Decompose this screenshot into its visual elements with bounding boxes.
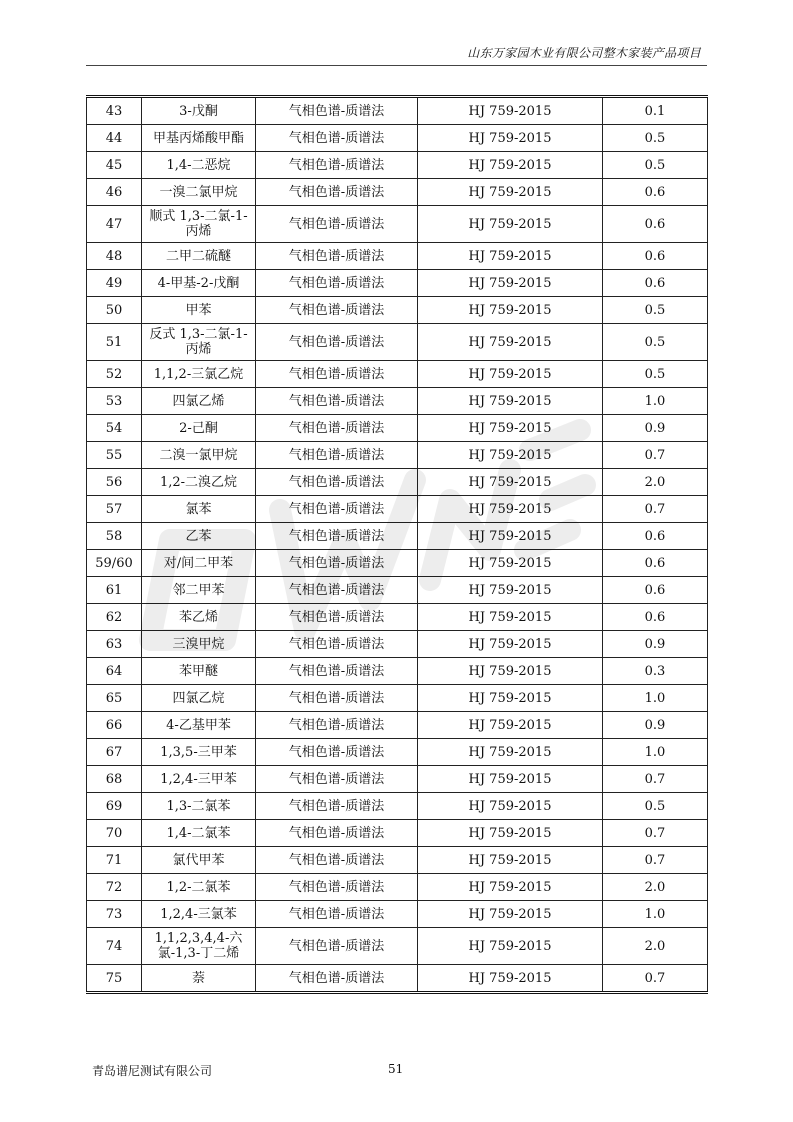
detection-limit-cell: 0.6 <box>603 604 708 631</box>
document-header-title: 山东万家园木业有限公司整木家装产品项目 <box>467 46 701 60</box>
row-number-cell: 74 <box>87 928 142 965</box>
standard-code-cell: HJ 759-2015 <box>418 388 603 415</box>
analysis-method-cell: 气相色谱-质谱法 <box>256 523 418 550</box>
table-row <box>87 550 708 577</box>
detection-limit-cell: 0.7 <box>603 820 708 847</box>
analysis-method-cell: 气相色谱-质谱法 <box>256 496 418 523</box>
compound-name-cell: 四氯乙烯 <box>142 388 256 415</box>
compound-name-cell: 二甲二硫醚 <box>142 243 256 270</box>
standard-code-cell: HJ 759-2015 <box>418 125 603 152</box>
compound-name-cell: 一溴二氯甲烷 <box>142 179 256 206</box>
row-number-cell: 53 <box>87 388 142 415</box>
standard-code-cell: HJ 759-2015 <box>418 442 603 469</box>
compound-name-cell: 1,3-二氯苯 <box>142 793 256 820</box>
compound-name-cell: 四氯乙烷 <box>142 685 256 712</box>
analysis-method-cell: 气相色谱-质谱法 <box>256 361 418 388</box>
analysis-method-cell: 气相色谱-质谱法 <box>256 97 418 125</box>
compound-name-cell: 4-甲基-2-戊酮 <box>142 270 256 297</box>
compound-name-cell: 1,2,4-三氯苯 <box>142 901 256 928</box>
table-body <box>87 97 708 993</box>
compound-name-cell: 1,2-二氯苯 <box>142 874 256 901</box>
table-row <box>87 206 708 243</box>
table-row <box>87 631 708 658</box>
row-number-cell: 61 <box>87 577 142 604</box>
table-row <box>87 97 708 125</box>
table-row <box>87 965 708 993</box>
compound-name-cell: 对/间二甲苯 <box>142 550 256 577</box>
row-number-cell: 71 <box>87 847 142 874</box>
detection-limit-cell: 2.0 <box>603 928 708 965</box>
analysis-method-cell: 气相色谱-质谱法 <box>256 469 418 496</box>
header-divider <box>86 65 707 66</box>
row-number-cell: 70 <box>87 820 142 847</box>
analysis-method-cell: 气相色谱-质谱法 <box>256 928 418 965</box>
table-row <box>87 152 708 179</box>
detection-limit-cell: 0.7 <box>603 442 708 469</box>
analysis-method-cell: 气相色谱-质谱法 <box>256 550 418 577</box>
detection-limit-cell: 2.0 <box>603 469 708 496</box>
row-number-cell: 66 <box>87 712 142 739</box>
standard-code-cell: HJ 759-2015 <box>418 604 603 631</box>
standard-code-cell: HJ 759-2015 <box>418 739 603 766</box>
analysis-method-cell: 气相色谱-质谱法 <box>256 442 418 469</box>
table-row <box>87 243 708 270</box>
detection-limit-cell: 0.6 <box>603 179 708 206</box>
table-row <box>87 793 708 820</box>
table-row <box>87 685 708 712</box>
standard-code-cell: HJ 759-2015 <box>418 965 603 993</box>
compound-name-cell: 三溴甲烷 <box>142 631 256 658</box>
table-row <box>87 739 708 766</box>
row-number-cell: 51 <box>87 324 142 361</box>
analysis-method-cell: 气相色谱-质谱法 <box>256 152 418 179</box>
analysis-method-cell: 气相色谱-质谱法 <box>256 712 418 739</box>
table-row <box>87 523 708 550</box>
standard-code-cell: HJ 759-2015 <box>418 179 603 206</box>
standard-code-cell: HJ 759-2015 <box>418 243 603 270</box>
row-number-cell: 52 <box>87 361 142 388</box>
standard-code-cell: HJ 759-2015 <box>418 685 603 712</box>
standard-code-cell: HJ 759-2015 <box>418 324 603 361</box>
table-row <box>87 847 708 874</box>
detection-limit-cell: 0.5 <box>603 125 708 152</box>
detection-limit-cell: 0.6 <box>603 550 708 577</box>
row-number-cell: 65 <box>87 685 142 712</box>
analysis-method-cell: 气相色谱-质谱法 <box>256 243 418 270</box>
compound-name-cell: 苯甲醚 <box>142 658 256 685</box>
compound-name-cell: 邻二甲苯 <box>142 577 256 604</box>
table-row <box>87 361 708 388</box>
detection-limit-cell: 0.6 <box>603 206 708 243</box>
standard-code-cell: HJ 759-2015 <box>418 820 603 847</box>
detection-limit-cell: 0.5 <box>603 361 708 388</box>
table-row <box>87 388 708 415</box>
row-number-cell: 72 <box>87 874 142 901</box>
row-number-cell: 55 <box>87 442 142 469</box>
detection-limit-cell: 0.7 <box>603 766 708 793</box>
row-number-cell: 57 <box>87 496 142 523</box>
detection-limit-cell: 0.5 <box>603 152 708 179</box>
compound-name-cell: 反式 1,3-二氯-1-丙烯 <box>142 324 256 361</box>
analysis-method-cell: 气相色谱-质谱法 <box>256 125 418 152</box>
table-row <box>87 874 708 901</box>
compound-name-cell: 1,2-二溴乙烷 <box>142 469 256 496</box>
compound-name-cell: 甲苯 <box>142 297 256 324</box>
analysis-method-cell: 气相色谱-质谱法 <box>256 685 418 712</box>
table-row <box>87 496 708 523</box>
compound-name-cell: 氯代甲苯 <box>142 847 256 874</box>
compound-name-cell: 顺式 1,3-二氯-1-丙烯 <box>142 206 256 243</box>
standard-code-cell: HJ 759-2015 <box>418 152 603 179</box>
detection-limit-cell: 0.3 <box>603 658 708 685</box>
analysis-method-cell: 气相色谱-质谱法 <box>256 793 418 820</box>
standard-code-cell: HJ 759-2015 <box>418 631 603 658</box>
table-row <box>87 297 708 324</box>
compound-name-cell: 1,3,5-三甲苯 <box>142 739 256 766</box>
standard-code-cell: HJ 759-2015 <box>418 206 603 243</box>
compound-name-cell: 1,1,2,3,4,4-六氯-1,3-丁二烯 <box>142 928 256 965</box>
detection-limit-cell: 0.5 <box>603 793 708 820</box>
row-number-cell: 62 <box>87 604 142 631</box>
standard-code-cell: HJ 759-2015 <box>418 577 603 604</box>
standard-code-cell: HJ 759-2015 <box>418 415 603 442</box>
row-number-cell: 54 <box>87 415 142 442</box>
row-number-cell: 75 <box>87 965 142 993</box>
compound-name-cell: 苯乙烯 <box>142 604 256 631</box>
row-number-cell: 64 <box>87 658 142 685</box>
detection-limit-cell: 1.0 <box>603 388 708 415</box>
table-row <box>87 179 708 206</box>
compound-name-cell: 1,1,2-三氯乙烷 <box>142 361 256 388</box>
footer-company-name: 青岛谱尼测试有限公司 <box>92 1064 213 1078</box>
table-row <box>87 125 708 152</box>
table-row <box>87 766 708 793</box>
page-number: 51 <box>388 1062 404 1076</box>
detection-limit-cell: 1.0 <box>603 739 708 766</box>
table-row <box>87 820 708 847</box>
standard-code-cell: HJ 759-2015 <box>418 469 603 496</box>
compound-name-cell: 1,2,4-三甲苯 <box>142 766 256 793</box>
row-number-cell: 43 <box>87 97 142 125</box>
detection-limit-cell: 0.9 <box>603 712 708 739</box>
analysis-method-table <box>86 95 708 994</box>
analysis-method-cell: 气相色谱-质谱法 <box>256 820 418 847</box>
detection-limit-cell: 0.5 <box>603 324 708 361</box>
compound-name-cell: 甲基丙烯酸甲酯 <box>142 125 256 152</box>
detection-limit-cell: 0.9 <box>603 631 708 658</box>
row-number-cell: 46 <box>87 179 142 206</box>
table-row <box>87 658 708 685</box>
standard-code-cell: HJ 759-2015 <box>418 361 603 388</box>
row-number-cell: 67 <box>87 739 142 766</box>
standard-code-cell: HJ 759-2015 <box>418 793 603 820</box>
compound-name-cell: 萘 <box>142 965 256 993</box>
table-row <box>87 270 708 297</box>
standard-code-cell: HJ 759-2015 <box>418 658 603 685</box>
compound-name-cell: 4-乙基甲苯 <box>142 712 256 739</box>
row-number-cell: 73 <box>87 901 142 928</box>
standard-code-cell: HJ 759-2015 <box>418 297 603 324</box>
row-number-cell: 63 <box>87 631 142 658</box>
analysis-method-cell: 气相色谱-质谱法 <box>256 766 418 793</box>
table-row <box>87 928 708 965</box>
analysis-method-cell: 气相色谱-质谱法 <box>256 297 418 324</box>
row-number-cell: 45 <box>87 152 142 179</box>
row-number-cell: 47 <box>87 206 142 243</box>
standard-code-cell: HJ 759-2015 <box>418 496 603 523</box>
analysis-method-cell: 气相色谱-质谱法 <box>256 270 418 297</box>
row-number-cell: 48 <box>87 243 142 270</box>
detection-limit-cell: 0.6 <box>603 270 708 297</box>
detection-limit-cell: 1.0 <box>603 901 708 928</box>
analysis-method-cell: 气相色谱-质谱法 <box>256 206 418 243</box>
standard-code-cell: HJ 759-2015 <box>418 523 603 550</box>
compound-name-cell: 1,4-二氯苯 <box>142 820 256 847</box>
analysis-method-cell: 气相色谱-质谱法 <box>256 658 418 685</box>
row-number-cell: 56 <box>87 469 142 496</box>
row-number-cell: 58 <box>87 523 142 550</box>
row-number-cell: 68 <box>87 766 142 793</box>
standard-code-cell: HJ 759-2015 <box>418 270 603 297</box>
compound-name-cell: 二溴一氯甲烷 <box>142 442 256 469</box>
standard-code-cell: HJ 759-2015 <box>418 712 603 739</box>
standard-code-cell: HJ 759-2015 <box>418 550 603 577</box>
detection-limit-cell: 0.5 <box>603 297 708 324</box>
detection-limit-cell: 0.6 <box>603 243 708 270</box>
standard-code-cell: HJ 759-2015 <box>418 928 603 965</box>
detection-limit-cell: 0.1 <box>603 97 708 125</box>
detection-limit-cell: 0.7 <box>603 847 708 874</box>
compound-name-cell: 2-己酮 <box>142 415 256 442</box>
analysis-method-cell: 气相色谱-质谱法 <box>256 874 418 901</box>
detection-limit-cell: 0.9 <box>603 415 708 442</box>
table-row <box>87 324 708 361</box>
standard-code-cell: HJ 759-2015 <box>418 97 603 125</box>
analysis-method-cell: 气相色谱-质谱法 <box>256 324 418 361</box>
table-row <box>87 577 708 604</box>
standard-code-cell: HJ 759-2015 <box>418 766 603 793</box>
table-row <box>87 901 708 928</box>
analysis-method-cell: 气相色谱-质谱法 <box>256 965 418 993</box>
standard-code-cell: HJ 759-2015 <box>418 874 603 901</box>
compound-name-cell: 氯苯 <box>142 496 256 523</box>
detection-limit-cell: 0.6 <box>603 523 708 550</box>
row-number-cell: 69 <box>87 793 142 820</box>
detection-limit-cell: 0.7 <box>603 496 708 523</box>
detection-limit-cell: 1.0 <box>603 685 708 712</box>
analysis-method-cell: 气相色谱-质谱法 <box>256 901 418 928</box>
compound-name-cell: 3-戊酮 <box>142 97 256 125</box>
analysis-method-cell: 气相色谱-质谱法 <box>256 631 418 658</box>
row-number-cell: 44 <box>87 125 142 152</box>
standard-code-cell: HJ 759-2015 <box>418 901 603 928</box>
table-row <box>87 469 708 496</box>
analysis-method-cell: 气相色谱-质谱法 <box>256 847 418 874</box>
compound-name-cell: 乙苯 <box>142 523 256 550</box>
analysis-method-cell: 气相色谱-质谱法 <box>256 388 418 415</box>
analysis-method-cell: 气相色谱-质谱法 <box>256 577 418 604</box>
table-row <box>87 415 708 442</box>
row-number-cell: 50 <box>87 297 142 324</box>
compound-name-cell: 1,4-二恶烷 <box>142 152 256 179</box>
detection-limit-cell: 2.0 <box>603 874 708 901</box>
analysis-method-cell: 气相色谱-质谱法 <box>256 604 418 631</box>
table-row <box>87 712 708 739</box>
analysis-method-cell: 气相色谱-质谱法 <box>256 415 418 442</box>
table-row <box>87 604 708 631</box>
row-number-cell: 59/60 <box>87 550 142 577</box>
analysis-method-cell: 气相色谱-质谱法 <box>256 179 418 206</box>
row-number-cell: 49 <box>87 270 142 297</box>
analysis-method-cell: 气相色谱-质谱法 <box>256 739 418 766</box>
detection-limit-cell: 0.7 <box>603 965 708 993</box>
table-row <box>87 442 708 469</box>
detection-limit-cell: 0.6 <box>603 577 708 604</box>
standard-code-cell: HJ 759-2015 <box>418 847 603 874</box>
